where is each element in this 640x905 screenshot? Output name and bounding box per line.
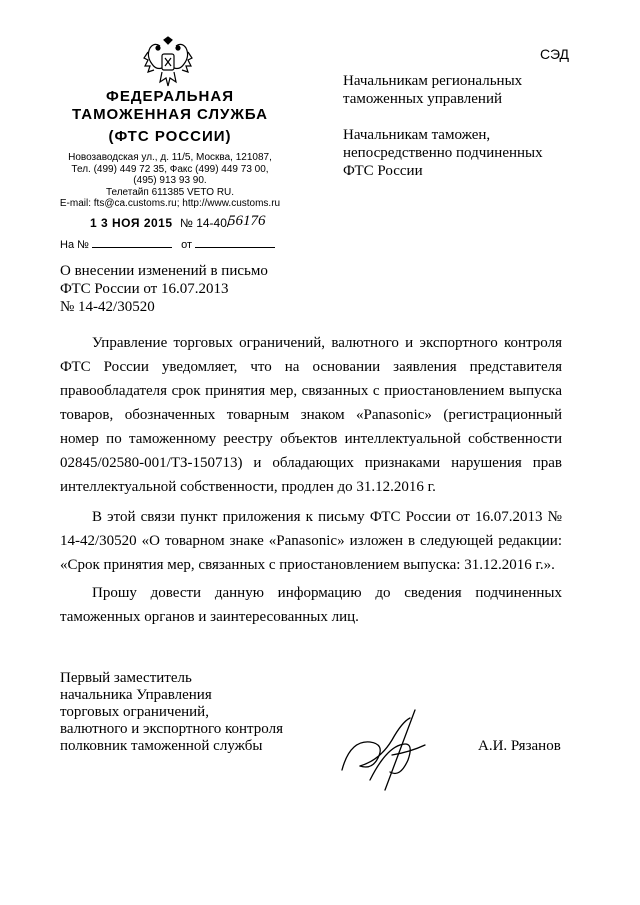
email-line: E-mail: fts@ca.customs.ru; http://www.customs.ru: [59, 198, 281, 209]
ot-blank: [195, 237, 275, 248]
address-line: Новозаводская ул., д. 11/5, Москва, 121087,: [68, 152, 272, 163]
signatory-title: [60, 670, 300, 755]
address-line: Телетайп 611385 VETO RU.: [105, 186, 235, 198]
signatory-name: А.И. Рязанов: [478, 738, 561, 754]
body-paragraph-3: Прошу довести данную информацию до сведения подчиненных таможенных органов и заинтересованных лиц.: [60, 585, 562, 625]
reference-line: [60, 237, 300, 251]
subject-line: О внесении изменений в письмо: [60, 263, 268, 279]
registration-line: [60, 213, 300, 238]
recipient-1: [343, 72, 603, 108]
coat-of-arms-icon: [140, 34, 196, 90]
address-line: (495) 913 93 90.: [133, 175, 207, 186]
ot-label: от: [181, 239, 193, 251]
stamp-number: № 14-40/: [180, 216, 231, 230]
recipient-line: ФТС России: [343, 163, 423, 179]
signatory-title-line: полковник таможенной службы: [60, 738, 263, 754]
recipient-2: [343, 126, 603, 180]
subject-line: № 14-42/30520: [60, 299, 155, 315]
organization-name: [60, 88, 280, 124]
subject-line: ФТС России от 16.07.2013: [60, 281, 229, 297]
body-paragraph-2: В этой связи пункт приложения к письму ФТС России от 16.07.2013 № 14-42/30520 «О товарном знаке «Panasonic» изложен в следующей редакции: «Срок принятия мер, связанных с приостановлением выпуска: 31.12.2016 г.».: [60, 509, 562, 573]
signatory-title-line: Первый заместитель: [60, 670, 192, 686]
address-block: [55, 152, 285, 210]
recipient-line: таможенных управлений: [343, 91, 503, 107]
signatory-title-line: торговых ограничений,: [60, 704, 209, 720]
letter-subject: [60, 262, 300, 316]
address-line: Тел. (499) 449 72 35, Факс (499) 449 73 00,: [71, 163, 269, 175]
org-abbreviation: (ФТС РОССИИ): [108, 128, 232, 145]
body-paragraph-1: Управление торговых ограничений, валютного и экспортного контроля ФТС России уведомляет, что на основании заявления представителя правообладателя срок принятия мер, связанных с приостановлением выпуска товаров, обозначенных товарным знаком «Panasonic» (регистрационный номер по таможенному реестру объектов интеллектуальной собственности 02845/02580-001/ТЗ-150713) и обладающих признаками нарушения прав интеллектуальной собственности, продлен до 31.12.2016 г.: [60, 335, 562, 495]
signatory-title-line: валютного и экспортного контроля: [60, 721, 283, 737]
sed-mark: СЭД: [540, 46, 570, 62]
handwritten-number: 56176: [228, 213, 266, 229]
recipient-line: Начальникам таможен,: [343, 127, 491, 143]
signatory-title-line: начальника Управления: [60, 687, 212, 703]
na-label: На №: [60, 239, 89, 251]
org-line-1: ФЕДЕРАЛЬНАЯ: [106, 88, 234, 105]
org-line-2: ТАМОЖЕННАЯ СЛУЖБА: [72, 106, 268, 123]
handwritten-signature: [330, 700, 440, 800]
na-blank: [92, 237, 172, 248]
recipient-line: Начальникам региональных: [343, 73, 523, 89]
recipient-line: непосредственно подчиненных: [343, 145, 543, 161]
stamp-date: 1 3 НОЯ 2015: [90, 216, 173, 230]
